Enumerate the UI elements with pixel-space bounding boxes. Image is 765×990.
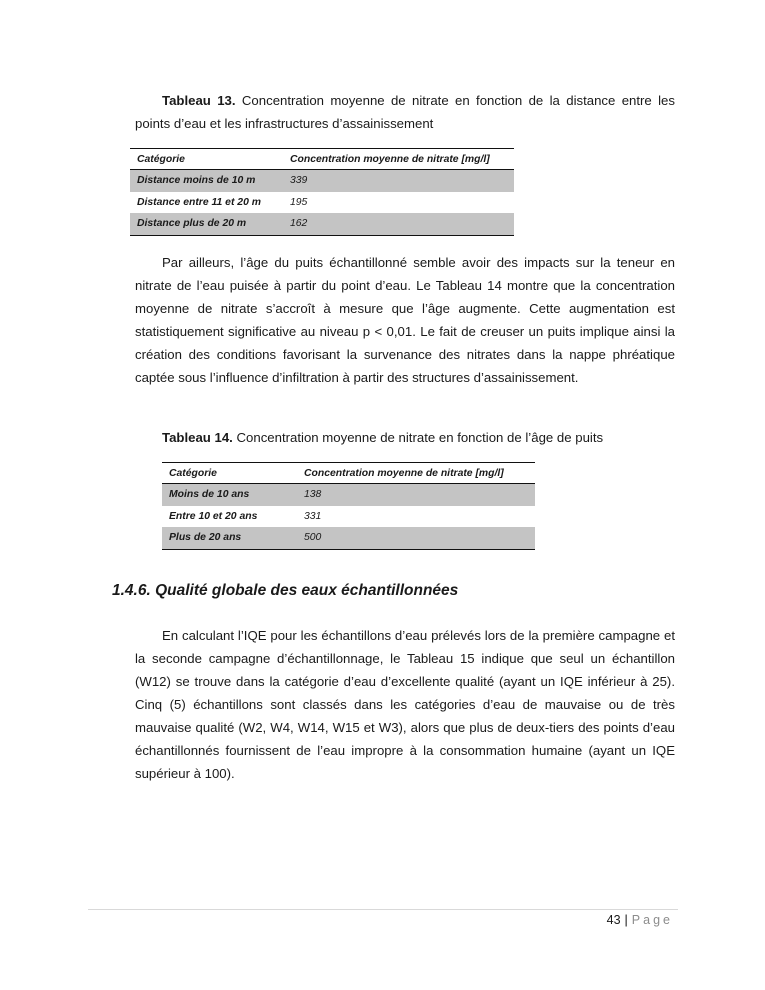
row-category: Plus de 20 ans — [162, 527, 297, 549]
footer-separator: | — [624, 913, 628, 927]
row-category: Moins de 10 ans — [162, 484, 297, 506]
column-header-category: Catégorie — [162, 463, 297, 484]
table-14 — [162, 462, 535, 550]
row-value: 331 — [304, 510, 322, 522]
table-row — [130, 192, 514, 214]
table-row — [130, 170, 514, 192]
row-value: 339 — [283, 170, 514, 192]
table-row — [162, 506, 535, 528]
section-heading: 1.4.6. Qualité globale des eaux échantillonnées — [112, 582, 459, 599]
row-category: Distance entre 11 et 20 m — [137, 196, 261, 208]
table-13-caption — [135, 89, 675, 135]
table-13-caption-text: Concentration moyenne de nitrate en fonction de la distance entre les points d’eau et les infrastructures d’assainissement — [135, 93, 675, 131]
page-label: Page — [631, 913, 673, 927]
table-header-row — [162, 463, 535, 484]
page-number: 43 — [606, 913, 621, 927]
column-header-concentration: Concentration moyenne de nitrate [mg/l] — [283, 149, 514, 170]
table-row — [130, 213, 514, 235]
row-value: 195 — [290, 196, 308, 208]
footer-divider — [88, 909, 678, 910]
paragraph-well-age: Par ailleurs, l’âge du puits échantillonné semble avoir des impacts sur la teneur en nitrate de l’eau puisée à partir du point d’eau. Le Tableau 14 montre que la concentration moyenne de nitrate s’accroît à mesure que l’âge augmente. Cette augmentation est statistiquement significative au niveau p < 0,01. Le fait de creuser un puits implique ainsi la création des conditions favorisant la survenance des nitrates dans la nappe phréatique captée sous l’influence d’infiltration à partir des structures d’assainissement. — [135, 255, 675, 385]
table-13-label: Tableau 13. — [162, 93, 236, 108]
table-14-label: Tableau 14. — [162, 430, 233, 445]
row-value: 162 — [283, 213, 514, 235]
row-category: Distance plus de 20 m — [130, 213, 283, 235]
table-row — [162, 527, 535, 549]
row-value: 138 — [297, 484, 535, 506]
column-header-concentration: Concentration moyenne de nitrate [mg/l] — [297, 463, 535, 484]
row-category: Distance moins de 10 m — [130, 170, 283, 192]
table-header-row — [130, 149, 514, 170]
page-footer — [607, 912, 673, 928]
column-header-category: Catégorie — [130, 149, 283, 170]
table-row — [162, 484, 535, 506]
row-value: 500 — [297, 527, 535, 549]
table-14-caption — [162, 426, 682, 449]
table-14-caption-text: Concentration moyenne de nitrate en fonction de l’âge de puits — [232, 430, 604, 445]
paragraph-water-quality: En calculant l’IQE pour les échantillons d’eau prélevés lors de la première campagne et la seconde campagne d’échantillonnage, le Tableau 15 indique que seul un échantillon (W12) se trouve dans la catégorie d’eau d’excellente qualité (ayant un IQE inférieur à 25). Cinq (5) échantillons sont classés dans les catégories d’eau de mauvaise ou de très mauvaise qualité (W2, W4, W14, W15 et W3), alors que plus de deux-tiers des points d’eau échantillonnés fournissent de l’eau impropre à la consommation humaine (ayant un IQE supérieur à 100). — [135, 628, 675, 781]
row-category: Entre 10 et 20 ans — [169, 510, 258, 522]
table-13 — [130, 148, 514, 236]
